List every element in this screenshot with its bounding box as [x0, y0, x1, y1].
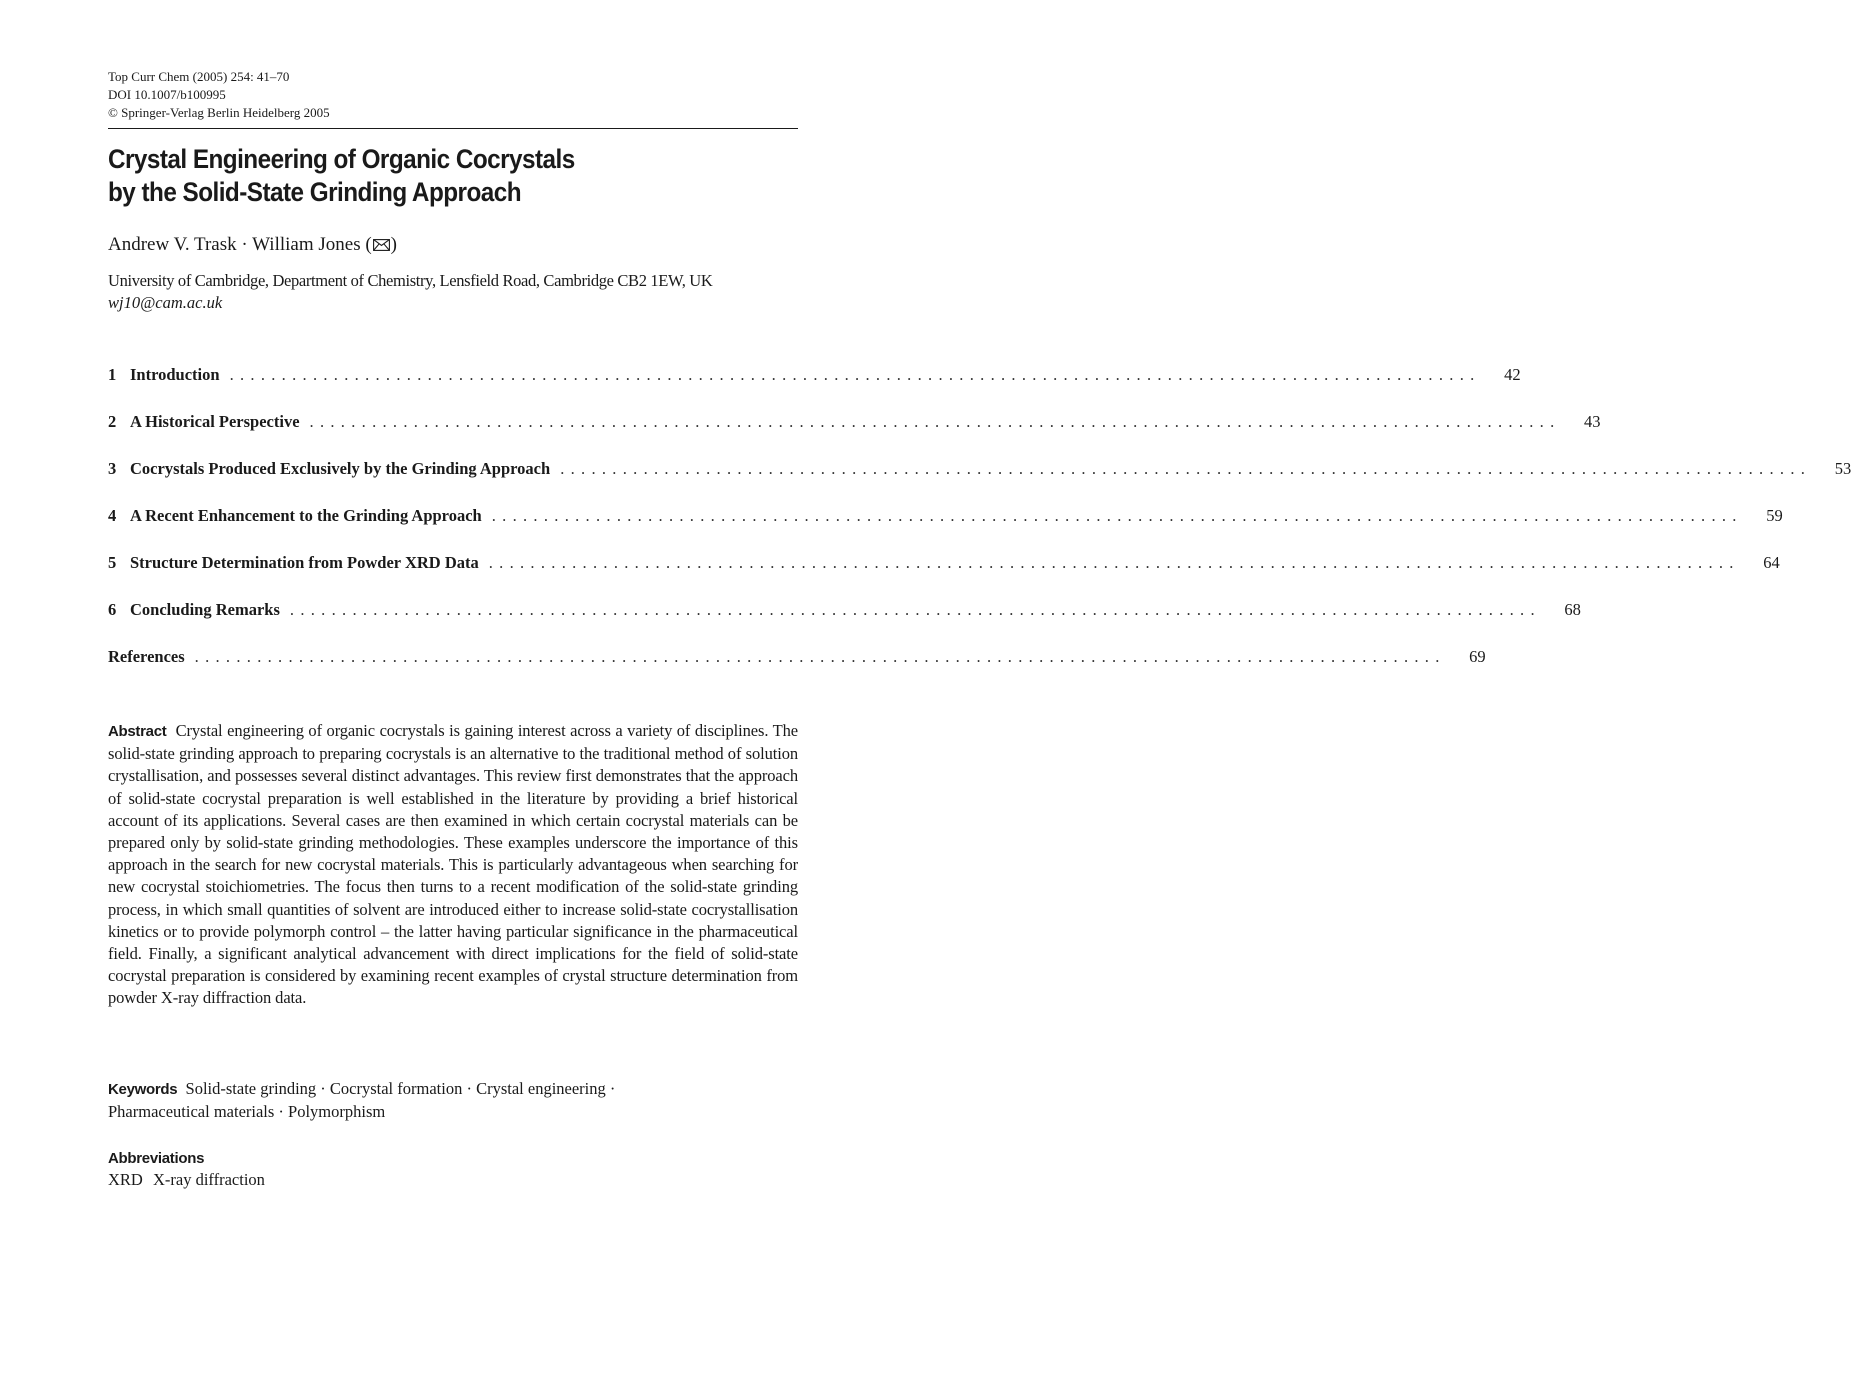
toc-entry-title: References [108, 647, 185, 666]
toc-entry[interactable] [108, 456, 1851, 482]
envelope-icon [373, 239, 390, 251]
toc-entry-number: 6 [108, 600, 117, 619]
toc-entry-page: 64 [1763, 553, 1780, 572]
toc-entry[interactable] [108, 550, 1780, 576]
toc-dot-leader: ........................................................................................................................ [309, 412, 1561, 431]
toc-entry-title: Introduction [130, 365, 220, 384]
toc-entry-page: 53 [1834, 459, 1851, 478]
toc-entry[interactable] [108, 644, 1486, 670]
toc-entry-number: 1 [108, 365, 117, 384]
abbreviation-term: XRD [108, 1170, 143, 1189]
title-line-2: by the Solid-State Grinding Approach [108, 177, 522, 207]
title-line-1: Crystal Engineering of Organic Cocrystals [108, 144, 575, 174]
article-title [108, 143, 729, 209]
toc-entry-page: 43 [1584, 412, 1601, 431]
toc-entry-number: 4 [108, 506, 117, 525]
toc-entry[interactable] [108, 362, 1521, 388]
abstract-label: Abstract [108, 723, 167, 740]
toc-entry-title: A Historical Perspective [130, 412, 300, 431]
toc-entry[interactable] [108, 503, 1783, 529]
toc-dot-leader: ........................................................................................................................ [560, 459, 1812, 478]
abbreviation-definition: X-ray diffraction [152, 1170, 265, 1189]
journal-citation: Top Curr Chem (2005) 254: 41–70 [108, 69, 290, 84]
affiliation-address: University of Cambridge, Department of Chemistry, Lensfield Road, Cambridge CB2 1EW, UK [108, 271, 713, 290]
keywords [108, 1078, 798, 1123]
abbreviations-heading: Abbreviations [108, 1150, 205, 1167]
toc-entry-number: 2 [108, 412, 117, 431]
toc-dot-leader: ........................................................................................................................ [194, 647, 1446, 666]
author-names: Andrew V. Trask · William Jones ( [108, 234, 372, 255]
toc-dot-leader: ........................................................................................................................ [229, 365, 1481, 384]
keywords-line-1: Solid-state grinding · Cocrystal formation · Crystal engineering · [185, 1079, 616, 1098]
doi-line: DOI 10.1007/b100995 [108, 87, 226, 102]
toc-dot-leader: ........................................................................................................................ [488, 553, 1740, 572]
toc-entry-page: 68 [1564, 600, 1581, 619]
toc-dot-leader: ........................................................................................................................ [491, 506, 1743, 525]
toc-entry[interactable] [108, 409, 1601, 435]
toc-entry-number: 5 [108, 553, 117, 572]
journal-header [108, 68, 330, 122]
toc-entry-title: Cocrystals Produced Exclusively by the Grinding Approach [130, 459, 551, 478]
author-close-paren: ) [390, 234, 397, 255]
toc-entry-title: A Recent Enhancement to the Grinding Approach [130, 506, 482, 525]
keywords-line-2: Pharmaceutical materials · Polymorphism [108, 1102, 386, 1122]
toc-entry-page: 69 [1469, 647, 1486, 666]
corresponding-email[interactable]: wj10@cam.ac.uk [108, 293, 223, 312]
toc-entry-title: Concluding Remarks [130, 600, 280, 619]
copyright-line: © Springer-Verlag Berlin Heidelberg 2005 [108, 105, 330, 120]
abbreviation-item [108, 1169, 265, 1191]
author-list [108, 232, 397, 258]
toc-entry-page: 59 [1766, 506, 1783, 525]
toc-dot-leader: ........................................................................................................................ [289, 600, 1541, 619]
toc-entry-page: 42 [1504, 365, 1521, 384]
toc-entry-number: 3 [108, 459, 117, 478]
toc-entry-title: Structure Determination from Powder XRD Data [130, 553, 479, 572]
affiliation [108, 270, 798, 314]
abstract-text: Crystal engineering of organic cocrystals is gaining interest across a variety of disciplines. The solid-state grinding approach to preparing cocrystals is an alternative to the traditional method of solution crystallisation, and possesses several distinct advantages. This review first demonstrates that the approach of solid-state cocrystal preparation is well established in the literature by providing a brief historical account of its applications. Several cases are then examined in which certain cocrystal materials can be prepared only by solid-state grinding methodologies. These examples underscore the importance of this approach in the search for new cocrystal materials. This is particularly advantageous when searching for new cocrystal stoichiometries. The focus then turns to a recent modification of the solid-state grinding process, in which small quantities of solvent are introduced either to increase solid-state cocrystallisation kinetics or to provide polymorph control – the latter having particular significance in the pharmaceutical field. Finally, a significant analytical advancement with direct implications for the field of solid-state cocrystal preparation is considered by examining recent examples of crystal structure determination from powder X-ray diffraction data. [108, 721, 798, 1008]
abstract [108, 720, 798, 1010]
toc-entry[interactable] [108, 597, 1581, 623]
header-rule [108, 128, 798, 129]
keywords-label: Keywords [108, 1081, 178, 1098]
